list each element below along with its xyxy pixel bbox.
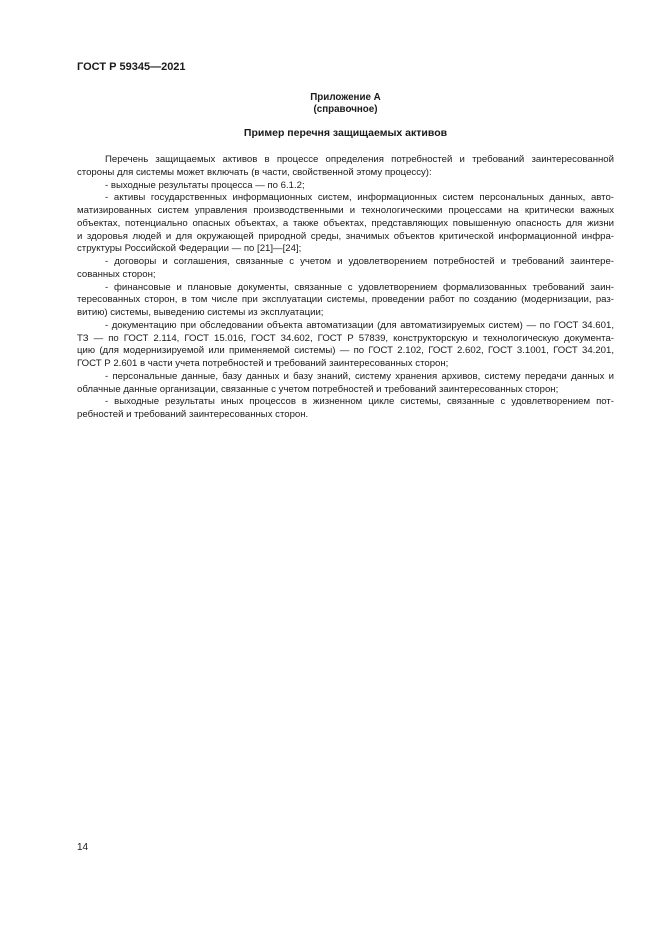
text-line: тересованных сторон, в том числе при эксплуатации системы, проведении работ по созданию (модернизации, раз- <box>77 294 614 306</box>
text-line: сованных сторон; <box>77 268 156 280</box>
paragraph <box>77 396 614 422</box>
text-line: - договоры и соглашения, связанные с учетом и удовлетворением потребностей и требований заинтере- <box>105 256 614 267</box>
text-line: - финансовые и плановые документы, связанные с удовлетворением формализованных требований заин- <box>105 281 614 293</box>
text-line: - документацию при обследовании объекта автоматизации (для автоматизируемых систем) — по ГОСТ 34.601, <box>105 319 614 331</box>
paragraph <box>77 154 614 180</box>
text-line: - активы государственных информационных систем, информационных систем персональных данных, авто- <box>105 192 614 204</box>
text-line: ГОСТ Р 2.601 в части учета потребностей и требований заинтересованных сторон; <box>77 358 449 369</box>
text-line: структуры Российской Федерации — по [21]—[24]; <box>77 243 302 255</box>
page-number: 14 <box>77 842 89 853</box>
paragraph <box>77 371 614 397</box>
body-text <box>77 154 614 422</box>
text-line: цию (для модернизируемой или применяемой системы) — по ГОСТ 2.102, ГОСТ 2.602, ГОСТ 3.1001, ГОСТ 34.201, <box>77 345 614 357</box>
text-line: - персональные данные, базу данных и базу знаний, систему хранения архивов, систему передачи данных и <box>105 370 614 382</box>
paragraph <box>77 180 614 193</box>
paragraph <box>77 256 614 282</box>
text-line: ТЗ — по ГОСТ 2.114, ГОСТ 15.016, ГОСТ 34.602, ГОСТ Р 57839, конструкторскую и технологическую документа- <box>77 332 614 344</box>
text-line: витию) системы, выведению системы из эксплуатации; <box>77 307 324 318</box>
paragraph <box>77 282 614 320</box>
text-line: ребностей и требований заинтересованных сторон. <box>77 409 309 420</box>
appendix-type: (справочное) <box>313 104 378 115</box>
paragraph <box>77 192 614 256</box>
text-line: матизированных систем управления производственными и технологическими процессами на критически важных <box>77 205 614 216</box>
text-line: облачные данные организации, связанные с учетом потребностей и требований заинтересованных сторон; <box>77 383 559 395</box>
text-line: - выходные результаты иных процессов в жизненном цикле системы, связанные с удовлетворением пот- <box>105 396 614 408</box>
text-line: и здоровья людей и для окружающей природной среды, значимых объектов критической информационной инфра- <box>77 230 614 242</box>
text-line: стороны для системы может включать (в части, свойственной этому процессу): <box>77 166 432 178</box>
paragraph <box>77 320 614 371</box>
appendix-title: Пример перечня защищаемых активов <box>243 127 448 139</box>
text-line: - выходные результаты процесса — по 6.1.2; <box>105 179 305 191</box>
document-code-header: ГОСТ Р 59345—2021 <box>77 61 186 73</box>
text-line: объектах, потенциально опасных объектах, а также объектах, представляющих повышенную опасность для жизни <box>77 217 614 229</box>
text-line: Перечень защищаемых активов в процессе определения потребностей и требований заинтересованной <box>105 154 614 165</box>
appendix-label: Приложение А <box>310 92 381 103</box>
